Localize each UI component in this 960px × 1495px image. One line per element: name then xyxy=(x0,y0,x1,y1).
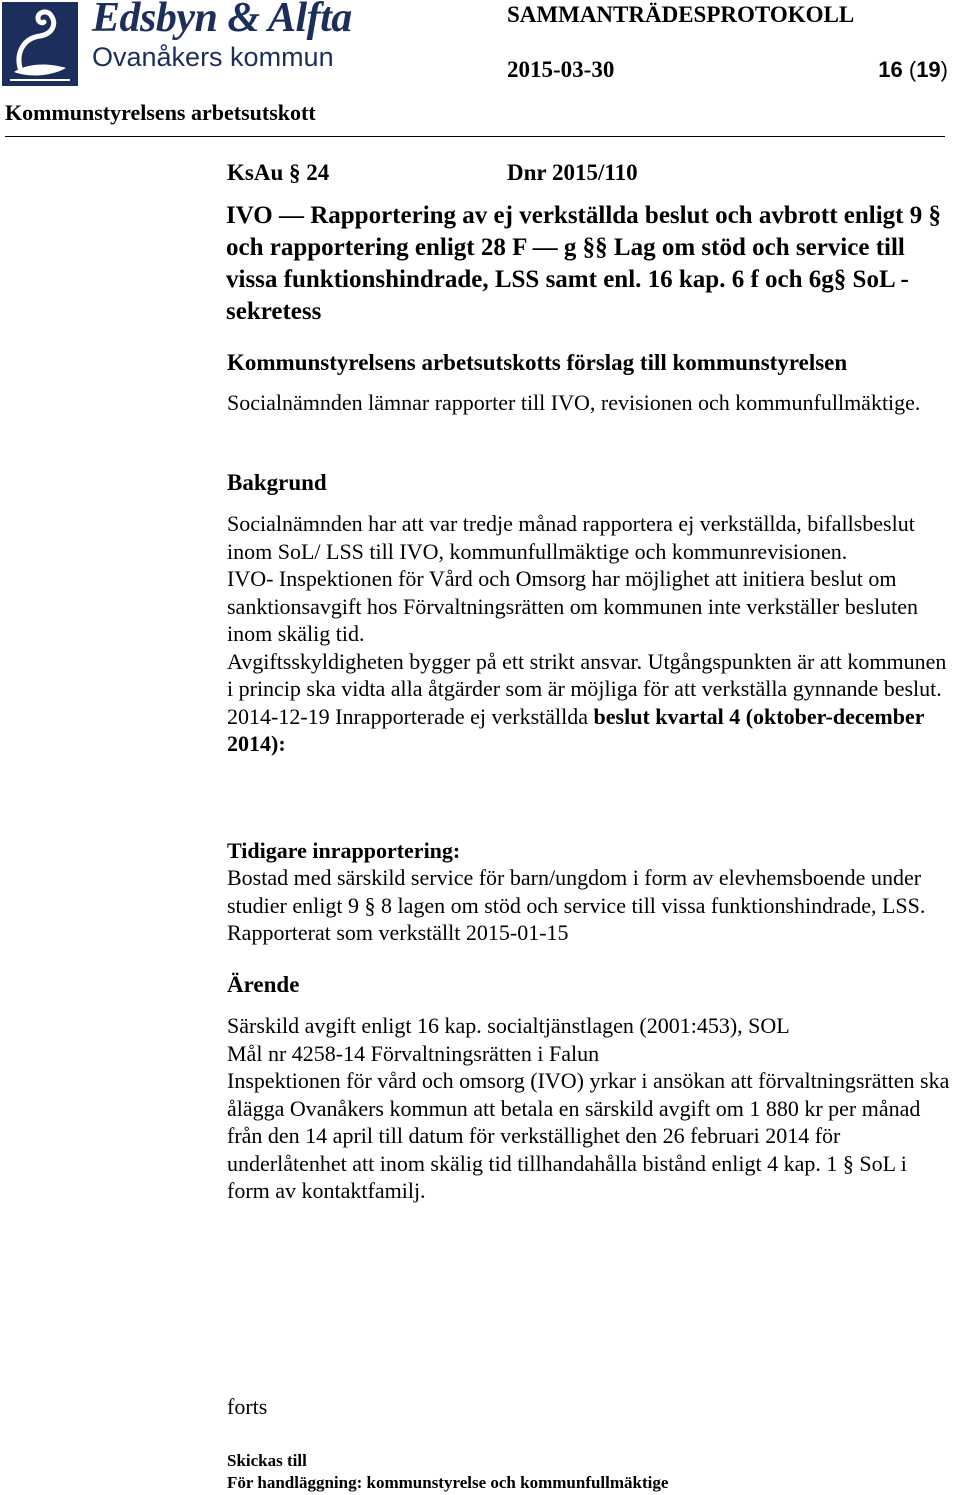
matter-paragraph: Mål nr 4258-14 Förvaltningsrätten i Falun xyxy=(227,1040,600,1066)
logo-wordmark: Edsbyn & Alfta xyxy=(92,0,352,41)
background-heading: Bakgrund xyxy=(227,470,327,495)
header-divider xyxy=(5,136,945,137)
page-current: 16 xyxy=(878,57,903,82)
background-paragraph: Socialnämnden har att var tredje månad rapportera ej verkställda, bifallsbeslut inom SoL/ LSS till IVO, kommunfullmäktige och kommunrevisionen. xyxy=(227,511,915,564)
report-date-text: 2014-12-19 Inrapporterade ej verkställda xyxy=(227,703,594,729)
earlier-report-heading: Tidigare inrapportering: xyxy=(227,838,461,863)
background-section xyxy=(227,510,952,758)
matter-paragraph: Inspektionen för vård och omsorg (IVO) yrkar i ansökan att förvaltningsrätten ska ålägga Ovanåkers kommun att betala en särskild avgift om 1 880 kr per månad från den 14 april till datum för verkställighet den 26 februari 2014 för underlåtenhet att inom skälig tid tillhandahålla bistånd enligt 4 kap. 1 § SoL i form av kontaktfamilj. xyxy=(227,1068,950,1203)
page-paren-open: ( xyxy=(908,57,917,82)
document-type: SAMMANTRÄDESPROTOKOLL xyxy=(507,2,855,27)
background-paragraph: Avgiftsskyldigheten bygger på ett strikt ansvar. Utgångspunkten är att kommunen i princip ska vidta alla åtgärder som är möjliga för att verkställa gynnande beslut. xyxy=(227,648,947,701)
page-total: 19 xyxy=(916,57,941,82)
diary-number: Dnr 2015/110 xyxy=(507,160,638,185)
meeting-date: 2015-03-30 xyxy=(507,57,615,82)
logo-subtitle: Ovanåkers kommun xyxy=(92,42,334,72)
continued-marker: forts xyxy=(227,1394,268,1419)
paragraph-reference: KsAu § 24 xyxy=(227,160,330,185)
proposal-heading: Kommunstyrelsens arbetsutskotts förslag till kommunstyrelsen xyxy=(227,350,848,375)
page-paren-close: ) xyxy=(940,57,948,82)
for-handling-line: För handläggning: kommunstyrelse och kommunfullmäktige xyxy=(227,1473,669,1492)
matter-section xyxy=(227,1012,952,1205)
case-title: IVO — Rapportering av ej verkställda beslut och avbrott enligt 9 § och rapportering enligt 28 F — g §§ Lag om stöd och service till vissa funktionshindrade, LSS samt enl. 16 kap. 6 f och 6g§ SoL - sekretess xyxy=(226,202,941,325)
send-to-label: Skickas till xyxy=(227,1451,307,1470)
background-paragraph: IVO- Inspektionen för Vård och Omsorg har möjlighet att initiera beslut om sanktionsavgift hos Förvaltningsrätten om kommunen inte verkställer besluten inom skälig tid. xyxy=(227,566,919,646)
proposal-text: Socialnämnden lämnar rapporter till IVO, revisionen och kommunfullmäktige. xyxy=(227,390,921,415)
swan-emblem-icon xyxy=(2,2,78,86)
organization-name: Kommunstyrelsens arbetsutskott xyxy=(5,100,316,125)
page-number xyxy=(878,57,948,83)
municipality-logo xyxy=(2,2,362,86)
matter-heading: Ärende xyxy=(227,972,300,997)
earlier-report-text: Bostad med särskild service för barn/ungdom i form av elevhemsboende under studier enligt 9 § 8 lagen om stöd och service till vissa funktionshindrade, LSS. Rapporterat som verkställt 2015-01-15 xyxy=(227,865,926,945)
background-paragraph xyxy=(227,703,952,758)
report-quarter-text: beslut kvartal 4 (oktober-december 2014): xyxy=(227,703,925,756)
matter-paragraph: Särskild avgift enligt 16 kap. socialtjänstlagen (2001:453), SOL xyxy=(227,1013,790,1038)
